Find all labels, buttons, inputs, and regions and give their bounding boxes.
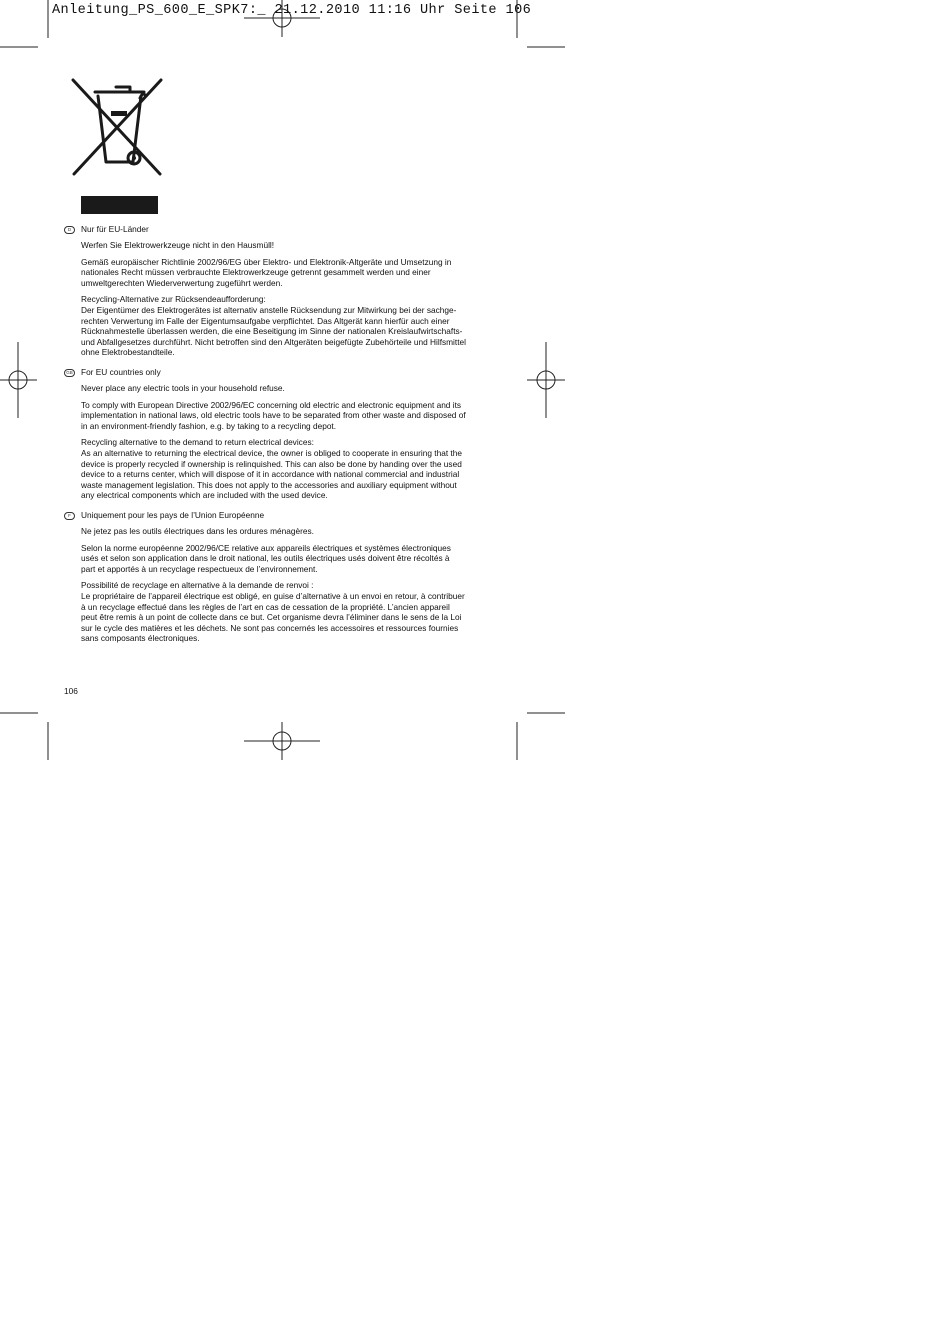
page-number: 106: [64, 686, 78, 696]
text-line: Gemäß europäischer Richtlinie 2002/96/EG über Elektro- und Elektronik-Altgeräte und Umsetzung in: [81, 256, 452, 267]
print-header: Anleitung_PS_600_E_SPK7:_ 21.12.2010 11:16 Uhr Seite 106: [52, 3, 532, 18]
text-line: Recycling-Alternative zur Rücksendeaufforderung:: [81, 294, 266, 305]
text-line: sur le cycle des matières et les déchets. Ne sont pas concernés les accessoires et ressources fournies: [81, 622, 459, 633]
text-line: implementation in national laws, old electric tools have to be separated from other waste and disposed of: [81, 410, 466, 421]
text-line: As an alternative to returning the electrical device, the owner is obliged to cooperate in ensuring that the: [81, 447, 462, 458]
text-line: ohne Elektrobestandteile.: [81, 347, 175, 358]
paragraph: [81, 543, 504, 575]
text-line: device is properly recycled if ownership is relinquished. This can also be done by handing over the used: [81, 458, 462, 469]
text-line: Selon la norme européenne 2002/96/CE relative aux appareils électriques et systèmes électroniques: [81, 542, 451, 553]
paragraph: [81, 526, 504, 537]
text-line: rechten Verwertung im Falle der Eigentumsaufgabe verpflichtet. Das Altgerät kann hierfür auch einer: [81, 315, 450, 326]
paragraph: [81, 240, 504, 251]
text-line: à un recyclage effectué dans les règles de l’art en cas de cessation de la propriété. L’ancien appareil: [81, 601, 450, 612]
section-heading: Uniquement pour les pays de l’Union Européenne: [81, 510, 265, 520]
paragraph: [81, 437, 504, 501]
text-line: umweltgerechten Wiederverwertung zugeführt werden.: [81, 277, 283, 288]
text-line: sans composants électroniques.: [81, 633, 200, 644]
text-line: Possibilité de recyclage en alternative à la demande de renvoi :: [81, 580, 314, 591]
paragraph: [81, 400, 504, 432]
text-line: Der Eigentümer des Elektrogerätes ist alternativ anstelle Rücksendung zur Mitwirkung bei der sachge-: [81, 304, 457, 315]
text-line: peut être remis à un point de collecte dans ce but. Cet organisme devra l’éliminer dans le sens de la Loi: [81, 612, 462, 623]
country-flag-icon: F: [64, 512, 75, 520]
section-f: [64, 510, 504, 644]
paragraph: [81, 383, 504, 394]
text-line: und Abfallgesetzes durchführt. Nicht betroffen sind den Altgeräten beigefügte Zubehörteile und Hilfsmittel: [81, 336, 466, 347]
text-line: any electrical components which are included with the used device.: [81, 490, 328, 501]
text-line: waste management legislation. This does not apply to the accessories and auxiliary equipment without: [81, 479, 457, 490]
text-line: Le propriétaire de l’appareil électrique est obligé, en guise d’alternative à un envoi en retour, à contribuer: [81, 590, 465, 601]
section-de: [64, 224, 504, 358]
paragraph: [81, 294, 504, 358]
text-line: in an environment-friendly fashion, e.g. by taking to a recycling depot.: [81, 420, 337, 431]
country-flag-icon: GB: [64, 369, 75, 377]
text-line: Rücknahmestelle überlassen werden, die eine Beseitigung im Sinne der nationalen Kreislaufwirtschafts-: [81, 326, 463, 337]
text-line: To comply with European Directive 2002/96/EC concerning old electric and electronic equipment and its: [81, 399, 462, 410]
section-heading: For EU countries only: [81, 367, 161, 377]
text-line: Recycling alternative to the demand to return electrical devices:: [81, 437, 314, 448]
text-line: Ne jetez pas les outils électriques dans les ordures ménagères.: [81, 526, 314, 536]
paragraph: [81, 257, 504, 289]
section-heading: Nur für EU-Länder: [81, 224, 149, 234]
paragraph: [81, 580, 504, 644]
text-line: nationales Recht müssen verbrauchte Elektrowerkzeuge getrennt gesammelt werden und einer: [81, 267, 431, 278]
black-bar: [81, 196, 158, 214]
text-line: Werfen Sie Elektrowerkzeuge nicht in den Hausmüll!: [81, 240, 275, 250]
section-gb: [64, 367, 504, 501]
country-flag-icon: D: [64, 226, 75, 234]
text-line: usés et selon son application dans le droit national, les outils électriques usés doivent être récoltés à: [81, 553, 450, 564]
crossed-out-wheelie-bin-icon: [70, 78, 164, 176]
text-line: Never place any electric tools in your household refuse.: [81, 383, 285, 393]
text-line: device to a returns center, which will dispose of it in accordance with national commercial and industrial: [81, 469, 460, 480]
text-line: part et apportés à un recyclage respectueux de l’environnement.: [81, 563, 318, 574]
